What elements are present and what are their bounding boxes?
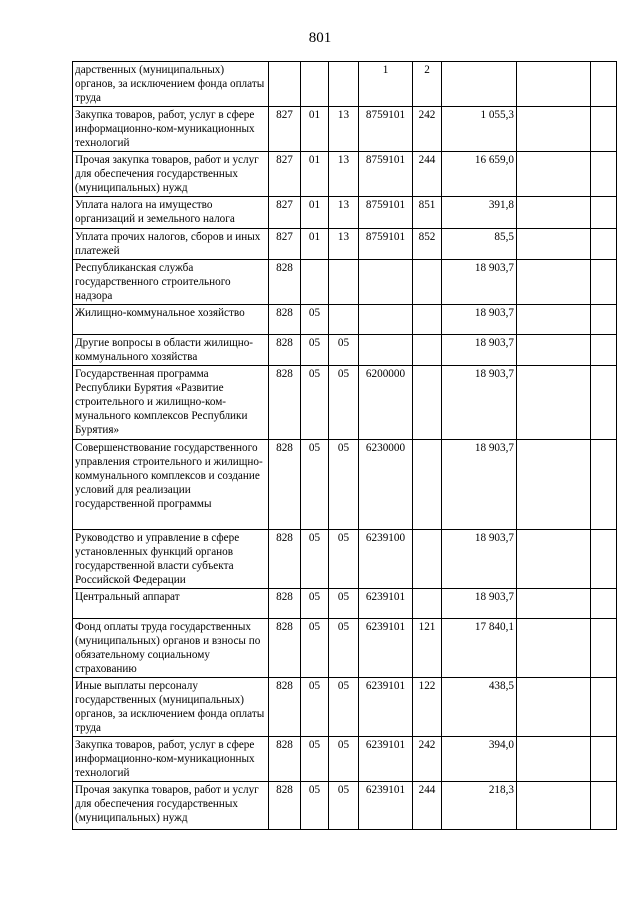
row-vr-cell xyxy=(413,530,442,589)
table-body xyxy=(73,62,617,830)
row-empty-cell xyxy=(517,678,591,737)
row-name-cell: Жилищно-коммунальное хозяйство xyxy=(73,305,269,335)
table-row xyxy=(73,530,617,589)
row-empty-cell xyxy=(517,107,591,152)
page-number: 801 xyxy=(308,30,332,46)
row-ved-cell: 828 xyxy=(269,440,301,530)
row-pr-cell: 13 xyxy=(329,152,359,197)
row-empty-cell xyxy=(591,678,617,737)
row-name-cell: Совершенствование государственного управления строительного и жилищно-коммунального комплексов и создание условий для реализации государственной программы xyxy=(73,440,269,530)
row-empty-cell xyxy=(591,335,617,366)
row-sum-cell: 394,0 xyxy=(442,737,517,782)
row-sum-cell: 18 903,7 xyxy=(442,305,517,335)
row-sum-cell: 391,8 xyxy=(442,197,517,229)
row-ved-cell: 827 xyxy=(269,229,301,260)
row-ved-cell: 828 xyxy=(269,619,301,678)
row-name-cell: Другие вопросы в области жилищно-коммунального хозяйства xyxy=(73,335,269,366)
row-vr-cell xyxy=(413,305,442,335)
row-sum-cell: 85,5 xyxy=(442,229,517,260)
row-vr-cell: 122 xyxy=(413,678,442,737)
row-sum-cell xyxy=(442,62,517,107)
row-vr-cell xyxy=(413,335,442,366)
row-rz-cell: 05 xyxy=(301,737,329,782)
row-pr-cell: 05 xyxy=(329,440,359,530)
table-row xyxy=(73,229,617,260)
row-rz-cell: 05 xyxy=(301,589,329,619)
row-pr-cell: 05 xyxy=(329,530,359,589)
row-empty-cell xyxy=(591,737,617,782)
row-name-cell: Иные выплаты персоналу государственных (муниципальных) органов, за исключением фонда оплаты труда xyxy=(73,678,269,737)
row-name-cell: Уплата налога на имущество организаций и земельного налога xyxy=(73,197,269,229)
row-empty-cell xyxy=(517,152,591,197)
row-ved-cell: 827 xyxy=(269,197,301,229)
table-row xyxy=(73,305,617,335)
row-csr-cell: 8759101 xyxy=(359,229,413,260)
row-name-cell: Республиканская служба государственного строительного надзора xyxy=(73,260,269,305)
row-empty-cell xyxy=(591,366,617,440)
row-ved-cell: 828 xyxy=(269,366,301,440)
row-ved-cell: 827 xyxy=(269,152,301,197)
row-csr-cell: 6239101 xyxy=(359,782,413,830)
row-empty-cell xyxy=(591,530,617,589)
table-row xyxy=(73,782,617,830)
row-vr-cell: 244 xyxy=(413,152,442,197)
row-vr-cell: 244 xyxy=(413,782,442,830)
row-empty-cell xyxy=(591,619,617,678)
row-rz-cell: 01 xyxy=(301,229,329,260)
table-row xyxy=(73,197,617,229)
row-empty-cell xyxy=(591,440,617,530)
row-rz-cell: 05 xyxy=(301,619,329,678)
row-pr-cell xyxy=(329,260,359,305)
row-csr-cell: 6230000 xyxy=(359,440,413,530)
row-sum-cell: 17 840,1 xyxy=(442,619,517,678)
row-ved-cell: 828 xyxy=(269,678,301,737)
row-empty-cell xyxy=(517,440,591,530)
row-vr-cell: 121 xyxy=(413,619,442,678)
row-empty-cell xyxy=(517,530,591,589)
row-pr-cell xyxy=(329,62,359,107)
row-rz-cell: 05 xyxy=(301,440,329,530)
row-name-cell: Прочая закупка товаров, работ и услуг для обеспечения государственных (муниципальных) нужд xyxy=(73,152,269,197)
row-pr-cell: 13 xyxy=(329,197,359,229)
table-row xyxy=(73,440,617,530)
row-sum-cell: 1 055,3 xyxy=(442,107,517,152)
row-csr-cell: 6239100 xyxy=(359,530,413,589)
row-name-cell: Прочая закупка товаров, работ и услуг для обеспечения государственных (муниципальных) нужд xyxy=(73,782,269,830)
row-sum-cell: 18 903,7 xyxy=(442,260,517,305)
row-csr-cell: 8759101 xyxy=(359,197,413,229)
row-ved-cell: 828 xyxy=(269,782,301,830)
row-vr-cell xyxy=(413,366,442,440)
row-csr-cell xyxy=(359,260,413,305)
row-sum-cell: 16 659,0 xyxy=(442,152,517,197)
row-rz-cell: 05 xyxy=(301,335,329,366)
row-empty-cell xyxy=(591,152,617,197)
row-name-cell: Закупка товаров, работ, услуг в сфере информационно-ком-муникационных технологий xyxy=(73,737,269,782)
row-name-cell: Закупка товаров, работ, услуг в сфере информационно-ком-муникационных технологий xyxy=(73,107,269,152)
table-row xyxy=(73,737,617,782)
row-empty-cell xyxy=(591,305,617,335)
row-sum-cell: 18 903,7 xyxy=(442,366,517,440)
row-empty-cell xyxy=(591,589,617,619)
row-empty-cell xyxy=(517,737,591,782)
row-name-cell: Государственная программа Республики Бурятия «Развитие строительного и жилищно-ком-мунального комплексов Республики Бурятия» xyxy=(73,366,269,440)
row-name-cell: Уплата прочих налогов, сборов и иных платежей xyxy=(73,229,269,260)
row-empty-cell xyxy=(591,107,617,152)
table-row xyxy=(73,107,617,152)
row-sum-cell: 18 903,7 xyxy=(442,530,517,589)
row-pr-cell: 05 xyxy=(329,335,359,366)
row-vr-cell: 2 xyxy=(413,62,442,107)
row-csr-cell: 6239101 xyxy=(359,619,413,678)
row-csr-cell: 6239101 xyxy=(359,737,413,782)
row-pr-cell: 13 xyxy=(329,107,359,152)
row-rz-cell: 05 xyxy=(301,678,329,737)
row-ved-cell: 828 xyxy=(269,737,301,782)
table-row xyxy=(73,678,617,737)
row-name-cell: дарственных (муниципальных) органов, за исключением фонда оплаты труда xyxy=(73,62,269,107)
row-pr-cell: 05 xyxy=(329,366,359,440)
row-vr-cell xyxy=(413,260,442,305)
row-sum-cell: 18 903,7 xyxy=(442,440,517,530)
row-empty-cell xyxy=(517,305,591,335)
row-rz-cell xyxy=(301,62,329,107)
row-empty-cell xyxy=(517,782,591,830)
table-row xyxy=(73,260,617,305)
row-sum-cell: 18 903,7 xyxy=(442,589,517,619)
row-pr-cell: 05 xyxy=(329,737,359,782)
row-empty-cell xyxy=(517,619,591,678)
row-vr-cell: 242 xyxy=(413,737,442,782)
row-rz-cell xyxy=(301,260,329,305)
row-pr-cell: 05 xyxy=(329,678,359,737)
row-rz-cell: 01 xyxy=(301,107,329,152)
row-sum-cell: 218,3 xyxy=(442,782,517,830)
row-pr-cell: 05 xyxy=(329,619,359,678)
row-name-cell: Фонд оплаты труда государственных (муниципальных) органов и взносы по обязательному социальному страхованию xyxy=(73,619,269,678)
row-empty-cell xyxy=(517,589,591,619)
row-ved-cell: 828 xyxy=(269,305,301,335)
row-empty-cell xyxy=(517,260,591,305)
table-row xyxy=(73,366,617,440)
table-row xyxy=(73,619,617,678)
row-empty-cell xyxy=(591,260,617,305)
row-rz-cell: 01 xyxy=(301,197,329,229)
table-row xyxy=(73,335,617,366)
row-pr-cell: 13 xyxy=(329,229,359,260)
row-empty-cell xyxy=(517,366,591,440)
row-csr-cell: 1 xyxy=(359,62,413,107)
row-csr-cell: 8759101 xyxy=(359,107,413,152)
row-name-cell: Центральный аппарат xyxy=(73,589,269,619)
row-ved-cell: 828 xyxy=(269,530,301,589)
row-rz-cell: 05 xyxy=(301,782,329,830)
row-name-cell: Руководство и управление в сфере установленных функций органов государственной власти субъекта Российской Федерации xyxy=(73,530,269,589)
row-pr-cell xyxy=(329,305,359,335)
table-row xyxy=(73,152,617,197)
row-pr-cell: 05 xyxy=(329,589,359,619)
row-sum-cell: 18 903,7 xyxy=(442,335,517,366)
row-empty-cell xyxy=(591,782,617,830)
row-empty-cell xyxy=(517,197,591,229)
row-vr-cell: 852 xyxy=(413,229,442,260)
row-rz-cell: 01 xyxy=(301,152,329,197)
row-empty-cell xyxy=(591,62,617,107)
row-csr-cell xyxy=(359,305,413,335)
row-csr-cell: 6239101 xyxy=(359,589,413,619)
row-vr-cell: 851 xyxy=(413,197,442,229)
row-empty-cell xyxy=(591,229,617,260)
table-row xyxy=(73,62,617,107)
table-row xyxy=(73,589,617,619)
row-ved-cell xyxy=(269,62,301,107)
row-csr-cell xyxy=(359,335,413,366)
row-vr-cell: 242 xyxy=(413,107,442,152)
budget-table xyxy=(72,61,617,830)
row-ved-cell: 828 xyxy=(269,589,301,619)
row-ved-cell: 828 xyxy=(269,335,301,366)
row-csr-cell: 6200000 xyxy=(359,366,413,440)
row-csr-cell: 6239101 xyxy=(359,678,413,737)
row-sum-cell: 438,5 xyxy=(442,678,517,737)
row-empty-cell xyxy=(591,197,617,229)
row-csr-cell: 8759101 xyxy=(359,152,413,197)
row-rz-cell: 05 xyxy=(301,305,329,335)
row-vr-cell xyxy=(413,589,442,619)
row-ved-cell: 827 xyxy=(269,107,301,152)
row-empty-cell xyxy=(517,335,591,366)
row-vr-cell xyxy=(413,440,442,530)
row-empty-cell xyxy=(517,229,591,260)
row-pr-cell: 05 xyxy=(329,782,359,830)
row-ved-cell: 828 xyxy=(269,260,301,305)
row-rz-cell: 05 xyxy=(301,366,329,440)
row-empty-cell xyxy=(517,62,591,107)
row-rz-cell: 05 xyxy=(301,530,329,589)
